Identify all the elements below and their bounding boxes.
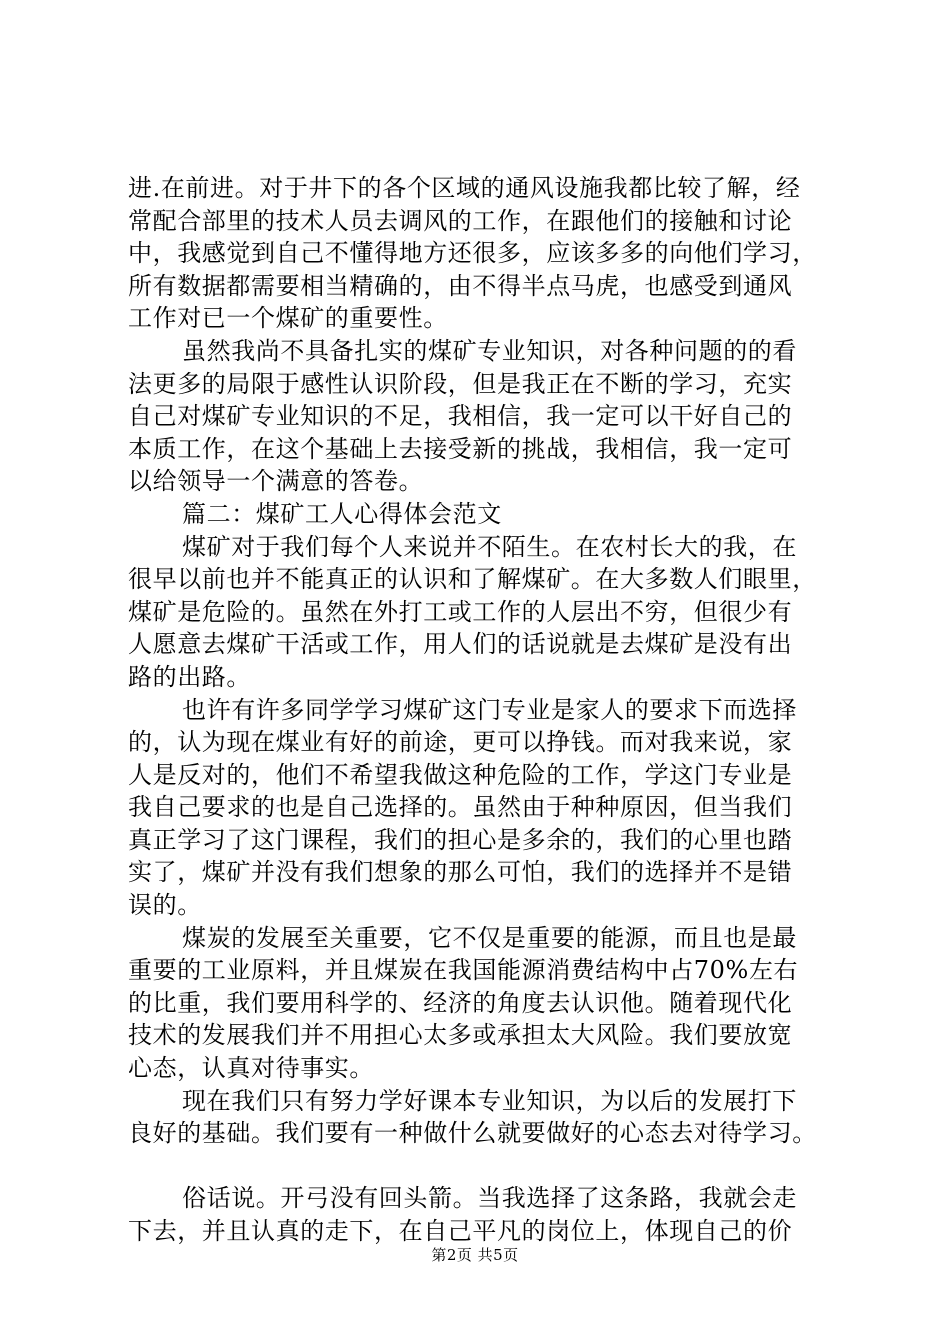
text-line: 误的。 bbox=[128, 891, 202, 920]
text-line: 本质工作，在这个基础上去接受新的挑战，我相信，我一定可 bbox=[128, 434, 793, 463]
text-line: 工作对已一个煤矿的重要性。 bbox=[128, 304, 448, 333]
page-number-footer: 第2页 共5页 bbox=[431, 1246, 519, 1264]
paragraph-first-line: 现在我们只有努力学好课本专业知识，为以后的发展打下 bbox=[182, 1086, 797, 1115]
text-line: 重要的工业原料，并且煤炭在我国能源消费结构中占70%左右 bbox=[128, 956, 799, 985]
text-line: 我自己要求的也是自己选择的。虽然由于种种原因，但当我们 bbox=[128, 793, 793, 822]
text-line: 法更多的局限于感性认识阶段，但是我正在不断的学习，充实 bbox=[128, 369, 793, 398]
text-line: 自己对煤矿专业知识的不足，我相信，我一定可以干好自己的 bbox=[128, 402, 793, 431]
text-line: 心态，认真对待事实。 bbox=[128, 1054, 374, 1083]
text-line: 实了，煤矿并没有我们想象的那么可怕，我们的选择并不是错 bbox=[128, 858, 793, 887]
paragraph-first-line: 俗话说。开弓没有回头箭。当我选择了这条路，我就会走 bbox=[182, 1184, 797, 1213]
text-line: 路的出路。 bbox=[128, 662, 251, 691]
text-line: 的，认为现在煤业有好的前途，更可以挣钱。而对我来说，家 bbox=[128, 728, 793, 757]
paragraph-first-line: 虽然我尚不具备扎实的煤矿专业知识，对各种问题的的看 bbox=[182, 336, 797, 365]
text-line: 以给领导一个满意的答卷。 bbox=[128, 467, 424, 496]
text-line: 所有数据都需要相当精确的，由不得半点马虎，也感受到通风 bbox=[128, 271, 793, 300]
text-line: 良好的基础。我们要有一种做什么就要做好的心态去对待学习。 bbox=[128, 1119, 817, 1148]
document-body bbox=[128, 172, 836, 1248]
text-line: 进.在前进。对于井下的各个区域的通风设施我都比较了解，经 bbox=[128, 174, 801, 202]
section-heading: 篇二：煤矿工人心得体会范文 bbox=[182, 499, 502, 528]
text-line: 煤矿是危险的。虽然在外打工或工作的人层出不穷，但很少有 bbox=[128, 597, 793, 626]
text-line: 真正学习了这门课程，我们的担心是多余的，我们的心里也踏 bbox=[128, 825, 793, 854]
paragraph-first-line: 也许有许多同学学习煤矿这门专业是家人的要求下而选择 bbox=[182, 695, 797, 724]
text-line: 常配合部里的技术人员去调风的工作，在跟他们的接触和讨论 bbox=[128, 206, 793, 235]
paragraph-gap bbox=[128, 1150, 836, 1183]
text-line: 很早以前也并不能真正的认识和了解煤矿。在大多数人们眼里， bbox=[128, 565, 817, 594]
text-line: 技术的发展我们并不用担心太多或承担太大风险。我们要放宽 bbox=[128, 1021, 793, 1050]
text-line: 中，我感觉到自己不懂得地方还很多，应该多多的向他们学习， bbox=[128, 239, 817, 268]
paragraph-first-line: 煤炭的发展至关重要，它不仅是重要的能源，而且也是最 bbox=[182, 923, 797, 952]
text-line: 下去，并且认真的走下，在自己平凡的岗位上，体现自己的价 bbox=[128, 1217, 793, 1245]
paragraph-first-line: 煤矿对于我们每个人来说并不陌生。在农村长大的我，在 bbox=[182, 532, 797, 561]
text-line: 人愿意去煤矿干活或工作，用人们的话说就是去煤矿是没有出 bbox=[128, 630, 793, 659]
text-line: 的比重，我们要用科学的、经济的角度去认识他。随着现代化 bbox=[128, 988, 793, 1017]
text-line: 人是反对的，他们不希望我做这种危险的工作，学这门专业是 bbox=[128, 760, 793, 789]
